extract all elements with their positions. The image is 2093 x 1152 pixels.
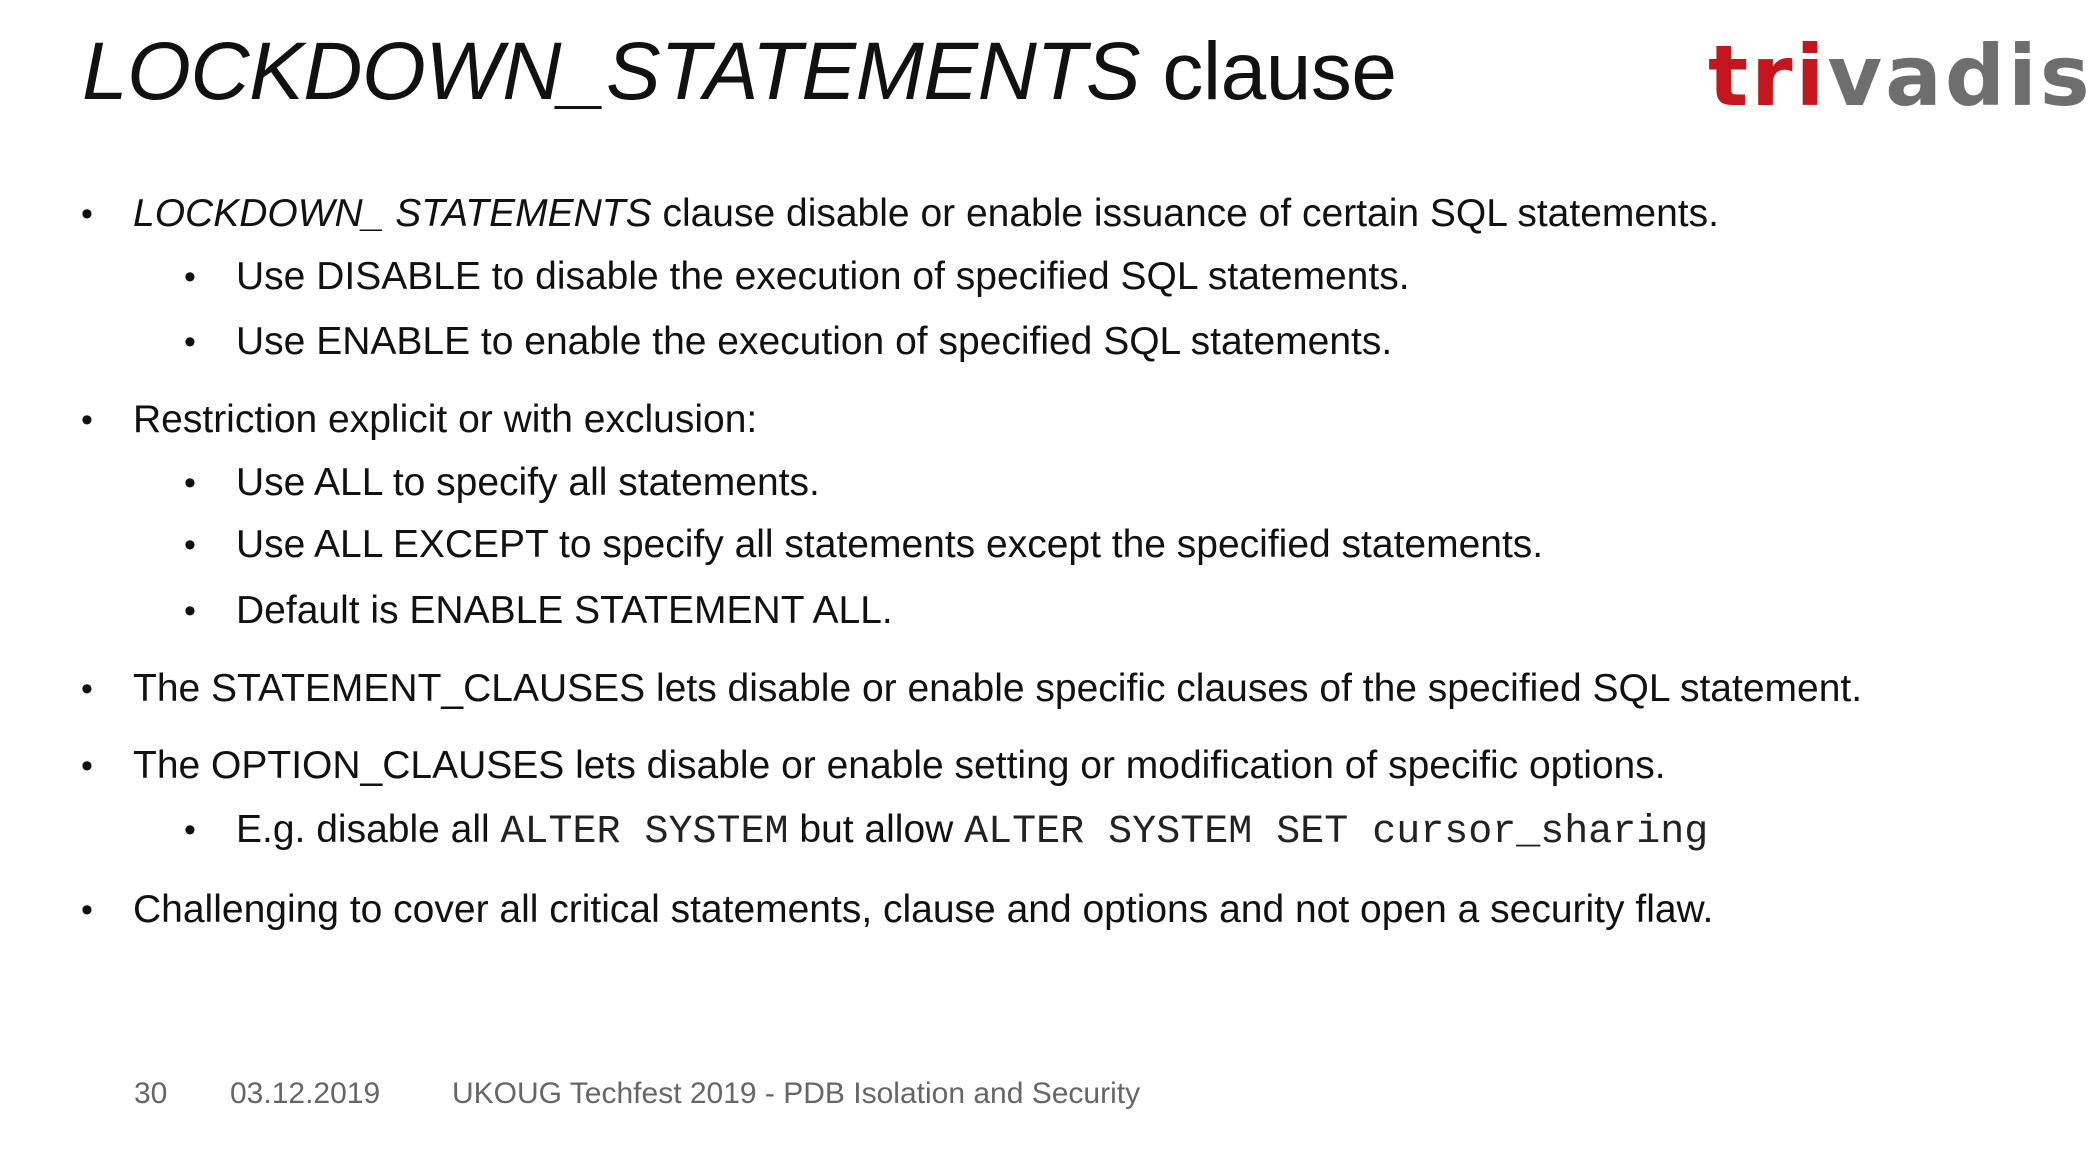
bullet-text: but allow	[788, 808, 965, 851]
bullet-text: Challenging to cover all critical statements, clause and options and not open a security flaw.	[133, 888, 1714, 931]
sub-bullet-item	[184, 587, 893, 635]
bullet-item	[81, 886, 1714, 934]
bullet-item	[81, 665, 1863, 713]
slide-title-rest: clause	[1140, 26, 1397, 117]
bullet-text: The OPTION_CLAUSES lets disable or enable setting or modification of specific options.	[133, 744, 1666, 787]
bullet-text: The STATEMENT_CLAUSES lets disable or enable specific clauses of the specified SQL statement.	[133, 667, 1863, 710]
bullet-text: Use ENABLE to enable the execution of specified SQL statements.	[236, 320, 1393, 363]
bullet-icon: •	[184, 592, 196, 630]
bullet-icon: •	[81, 195, 93, 233]
logo-tri: tri	[1708, 27, 1828, 125]
trivadis-logo	[1708, 28, 2093, 124]
slide-title-italic: LOCKDOWN_STATEMENTS	[82, 26, 1141, 117]
bullet-icon: •	[81, 670, 93, 708]
code-snippet: ALTER SYSTEM SET cursor_sharing	[964, 810, 1709, 855]
bullet-item	[81, 190, 1719, 238]
bullet-icon: •	[81, 401, 93, 439]
bullet-item	[81, 396, 758, 444]
bullet-text: Use DISABLE to disable the execution of specified SQL statements.	[236, 255, 1410, 298]
footer-event-title: UKOUG Techfest 2019 - PDB Isolation and Security	[452, 1077, 1141, 1110]
bullet-icon: •	[184, 258, 196, 296]
sub-bullet-item	[184, 253, 1410, 301]
bullet-icon: •	[184, 526, 196, 564]
bullet-text: clause disable or enable issuance of certain SQL statements.	[651, 192, 1719, 235]
code-snippet: ALTER SYSTEM	[500, 810, 789, 855]
sub-bullet-item	[184, 459, 820, 507]
sub-bullet-item	[184, 806, 1709, 857]
sub-bullet-item	[184, 521, 1544, 569]
bullet-italic-term: LOCKDOWN_ STATEMENTS	[133, 192, 652, 235]
slide-title	[82, 24, 1396, 120]
bullet-item	[81, 742, 1666, 790]
footer-page-number: 30	[134, 1077, 168, 1110]
bullet-text: Use ALL to specify all statements.	[236, 461, 820, 504]
bullet-icon: •	[81, 891, 93, 929]
bullet-icon: •	[184, 811, 196, 849]
logo-vadis: vadis	[1827, 27, 2093, 125]
bullet-icon: •	[184, 323, 196, 361]
bullet-text: E.g. disable all	[236, 808, 501, 851]
bullet-icon: •	[81, 747, 93, 785]
bullet-text: Use ALL EXCEPT to specify all statements except the specified statements.	[236, 523, 1544, 566]
bullet-text: Default is ENABLE STATEMENT ALL.	[236, 589, 893, 632]
bullet-text: Restriction explicit or with exclusion:	[133, 398, 758, 441]
footer-date: 03.12.2019	[230, 1077, 381, 1110]
bullet-icon: •	[184, 464, 196, 502]
sub-bullet-item	[184, 318, 1393, 366]
